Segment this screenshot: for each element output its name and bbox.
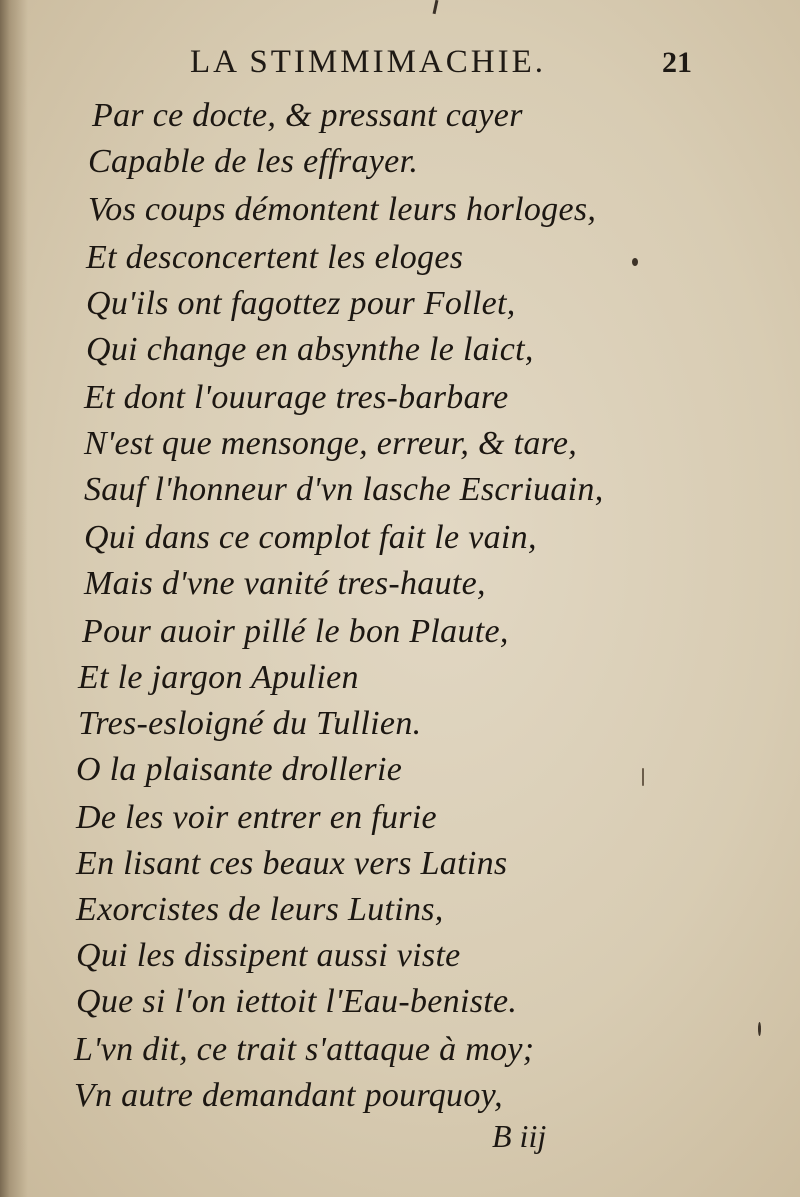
verse-line: Par ce docte, & pressant cayer <box>92 97 523 134</box>
verse-line: Tres-esloigné du Tullien. <box>78 705 422 742</box>
signature-mark: B iij <box>492 1118 547 1154</box>
page-number: 21 <box>662 46 692 79</box>
verse-line: Exorcistes de leurs Lutins, <box>76 891 444 928</box>
verse-line: Pour auoir pillé le bon Plaute, <box>82 613 509 650</box>
verse-line: Que si l'on iettoit l'Eau-beniste. <box>76 983 518 1020</box>
verse-line: Mais d'vne vanité tres-haute, <box>84 565 486 602</box>
verse-line: Et dont l'ouurage tres-barbare <box>84 379 509 416</box>
verse-line: N'est que mensonge, erreur, & tare, <box>84 425 578 462</box>
verse-line: Vn autre demandant pourquoy, <box>74 1077 503 1114</box>
verse-line: Vos coups démontent leurs horloges, <box>88 191 597 228</box>
paper-speck <box>642 768 644 786</box>
verse-line: Qu'ils ont fagottez pour Follet, <box>86 285 516 322</box>
verse-line: O la plaisante drollerie <box>76 751 403 788</box>
verse-line: Qui dans ce complot fait le vain, <box>84 519 537 556</box>
verse-line: De les voir entrer en furie <box>76 799 437 836</box>
verse-line: L'vn dit, ce trait s'attaque à moy; <box>74 1031 535 1068</box>
paper-speck <box>758 1022 761 1036</box>
verse-line: Sauf l'honneur d'vn lasche Escriuain, <box>84 471 604 508</box>
verse-line: En lisant ces beaux vers Latins <box>76 845 508 882</box>
paper-speck <box>632 258 638 266</box>
verse-line: Qui les dissipent aussi viste <box>76 937 461 974</box>
verse-line: Qui change en absynthe le laict, <box>86 331 534 368</box>
running-title: LA STIMMIMACHIE. <box>190 44 547 80</box>
verse-line: Et le jargon Apulien <box>78 659 359 696</box>
verse-line: Et desconcertent les eloges <box>86 239 464 276</box>
verse-line: Capable de les effrayer. <box>88 143 419 180</box>
